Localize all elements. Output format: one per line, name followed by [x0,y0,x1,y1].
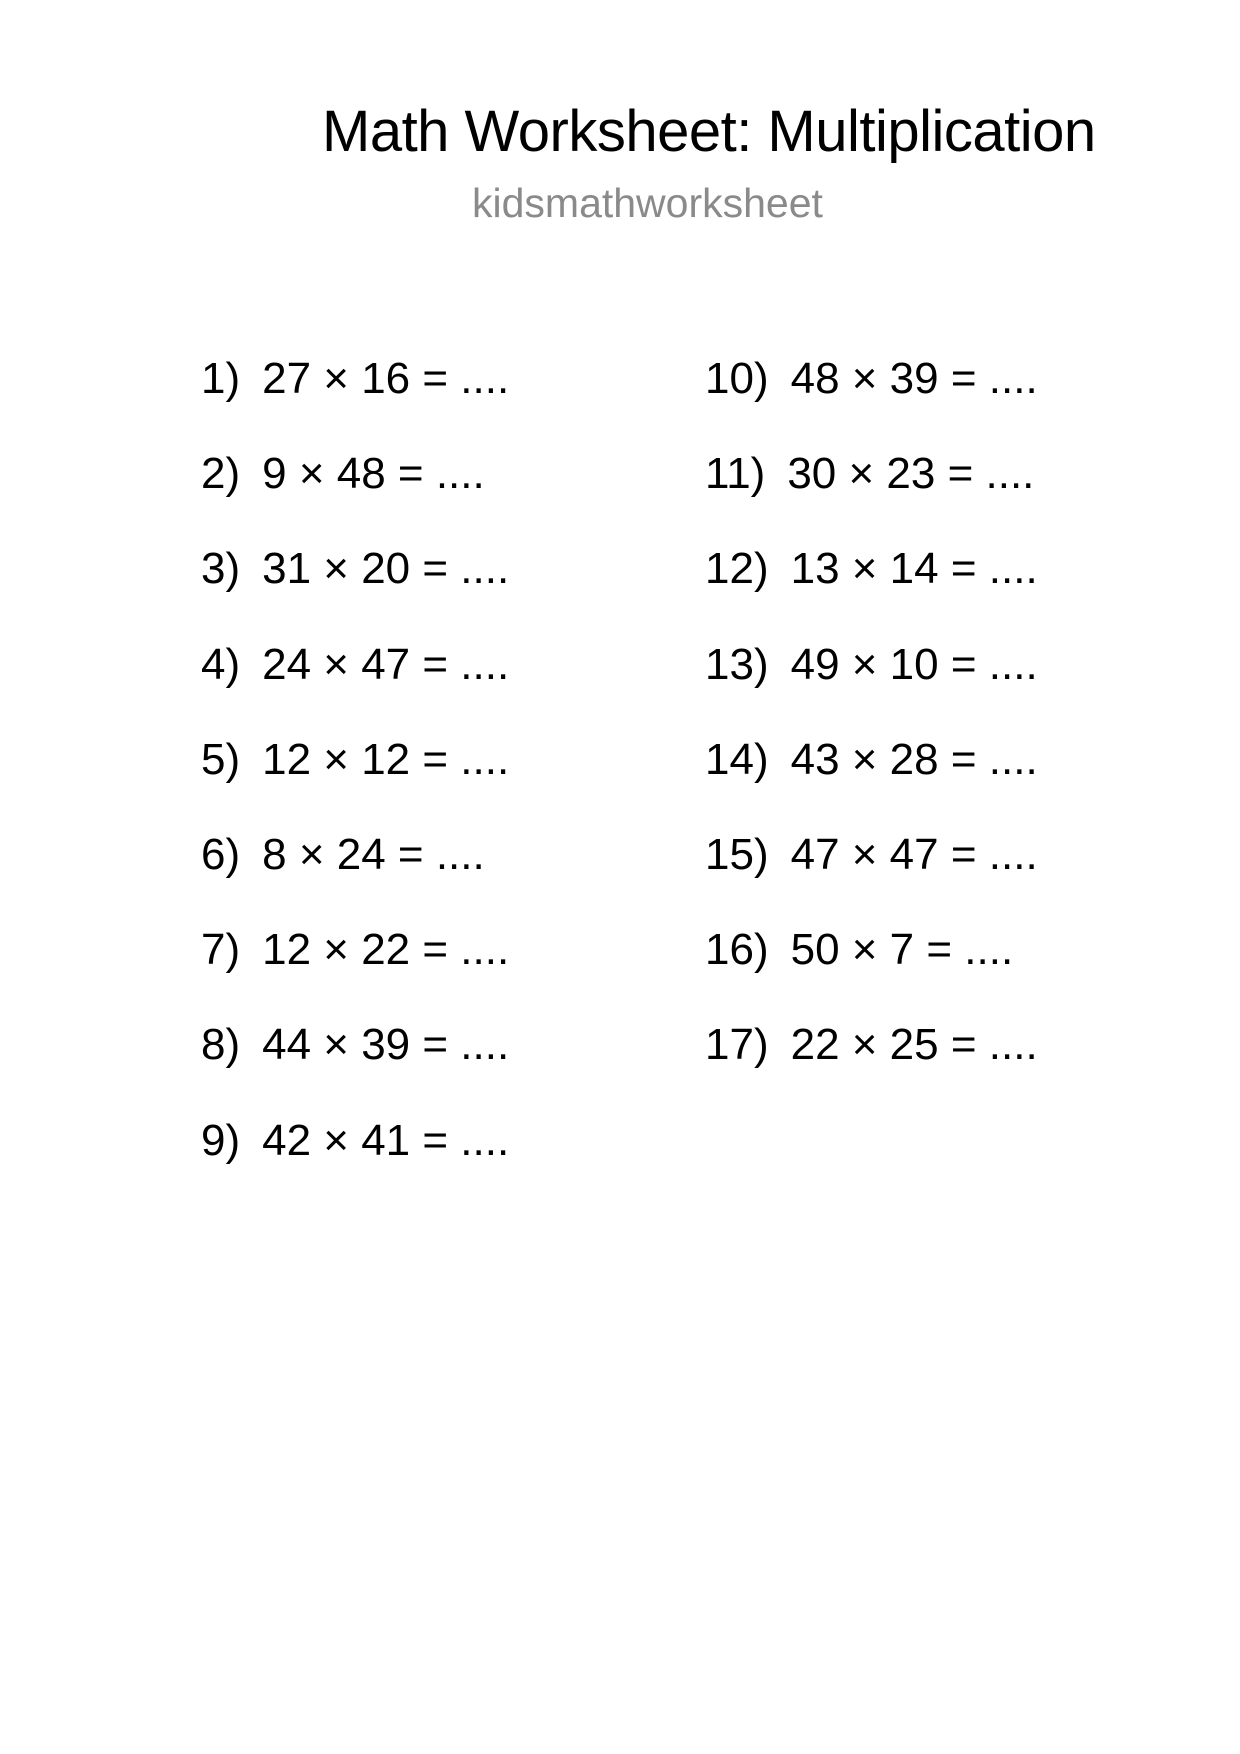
problem-number: 12) [705,544,769,594]
problem-number: 8) [201,1020,241,1070]
problem-expression: 44 × 39 = .... [262,1020,510,1070]
worksheet-title: Math Worksheet: Multiplication [322,99,1096,164]
problem-item [201,733,509,828]
problem-expression: 30 × 23 = .... [787,449,1035,499]
problem-expression: 9 × 48 = .... [262,449,485,499]
problem-item [705,733,1038,828]
problem-number: 14) [705,734,769,784]
problem-item [705,352,1038,447]
problem-expression: 12 × 12 = .... [262,734,510,784]
problems-column-left [201,352,509,1209]
problem-number: 5) [201,734,241,784]
problem-item [705,447,1038,542]
problem-number: 2) [201,449,241,499]
problem-expression: 8 × 24 = .... [262,829,485,879]
problem-expression: 48 × 39 = .... [790,354,1038,403]
problem-number: 13) [705,639,769,689]
problem-item [201,542,509,637]
worksheet-subtitle: kidsmathworksheet [472,180,823,226]
problem-item [201,923,509,1018]
problem-item [705,828,1038,923]
problem-item [705,542,1038,637]
problem-item [705,923,1038,1018]
problem-number: 4) [201,639,241,689]
problem-expression: 22 × 25 = .... [790,1020,1038,1070]
problem-expression: 50 × 7 = .... [790,925,1014,975]
problem-expression: 31 × 20 = .... [262,544,510,594]
problem-number: 9) [201,1115,241,1165]
problem-number: 17) [705,1020,769,1070]
problem-expression: 43 × 28 = .... [790,734,1038,784]
problem-item [705,1018,1038,1113]
problem-number: 6) [201,829,241,879]
problem-number: 7) [201,925,241,975]
problem-number: 3) [201,544,241,594]
problem-number: 11) [705,449,766,499]
problem-item [705,638,1038,733]
problem-item [201,352,509,447]
problem-number: 16) [705,925,769,975]
problem-number: 1) [201,354,241,403]
problems-column-right [705,352,1038,1114]
problem-expression: 47 × 47 = .... [790,829,1038,879]
problem-expression: 27 × 16 = .... [262,354,510,403]
problem-number: 15) [705,829,769,879]
problem-expression: 49 × 10 = .... [790,639,1038,689]
problem-item [201,447,509,542]
problem-expression: 24 × 47 = .... [262,639,510,689]
problem-expression: 42 × 41 = .... [262,1115,510,1165]
problem-item [201,1018,509,1113]
problem-expression: 12 × 22 = .... [262,925,510,975]
problem-number: 10) [705,354,769,403]
problem-item [201,638,509,733]
problem-expression: 13 × 14 = .... [790,544,1038,594]
problem-item [201,1114,509,1209]
problem-item [201,828,509,923]
